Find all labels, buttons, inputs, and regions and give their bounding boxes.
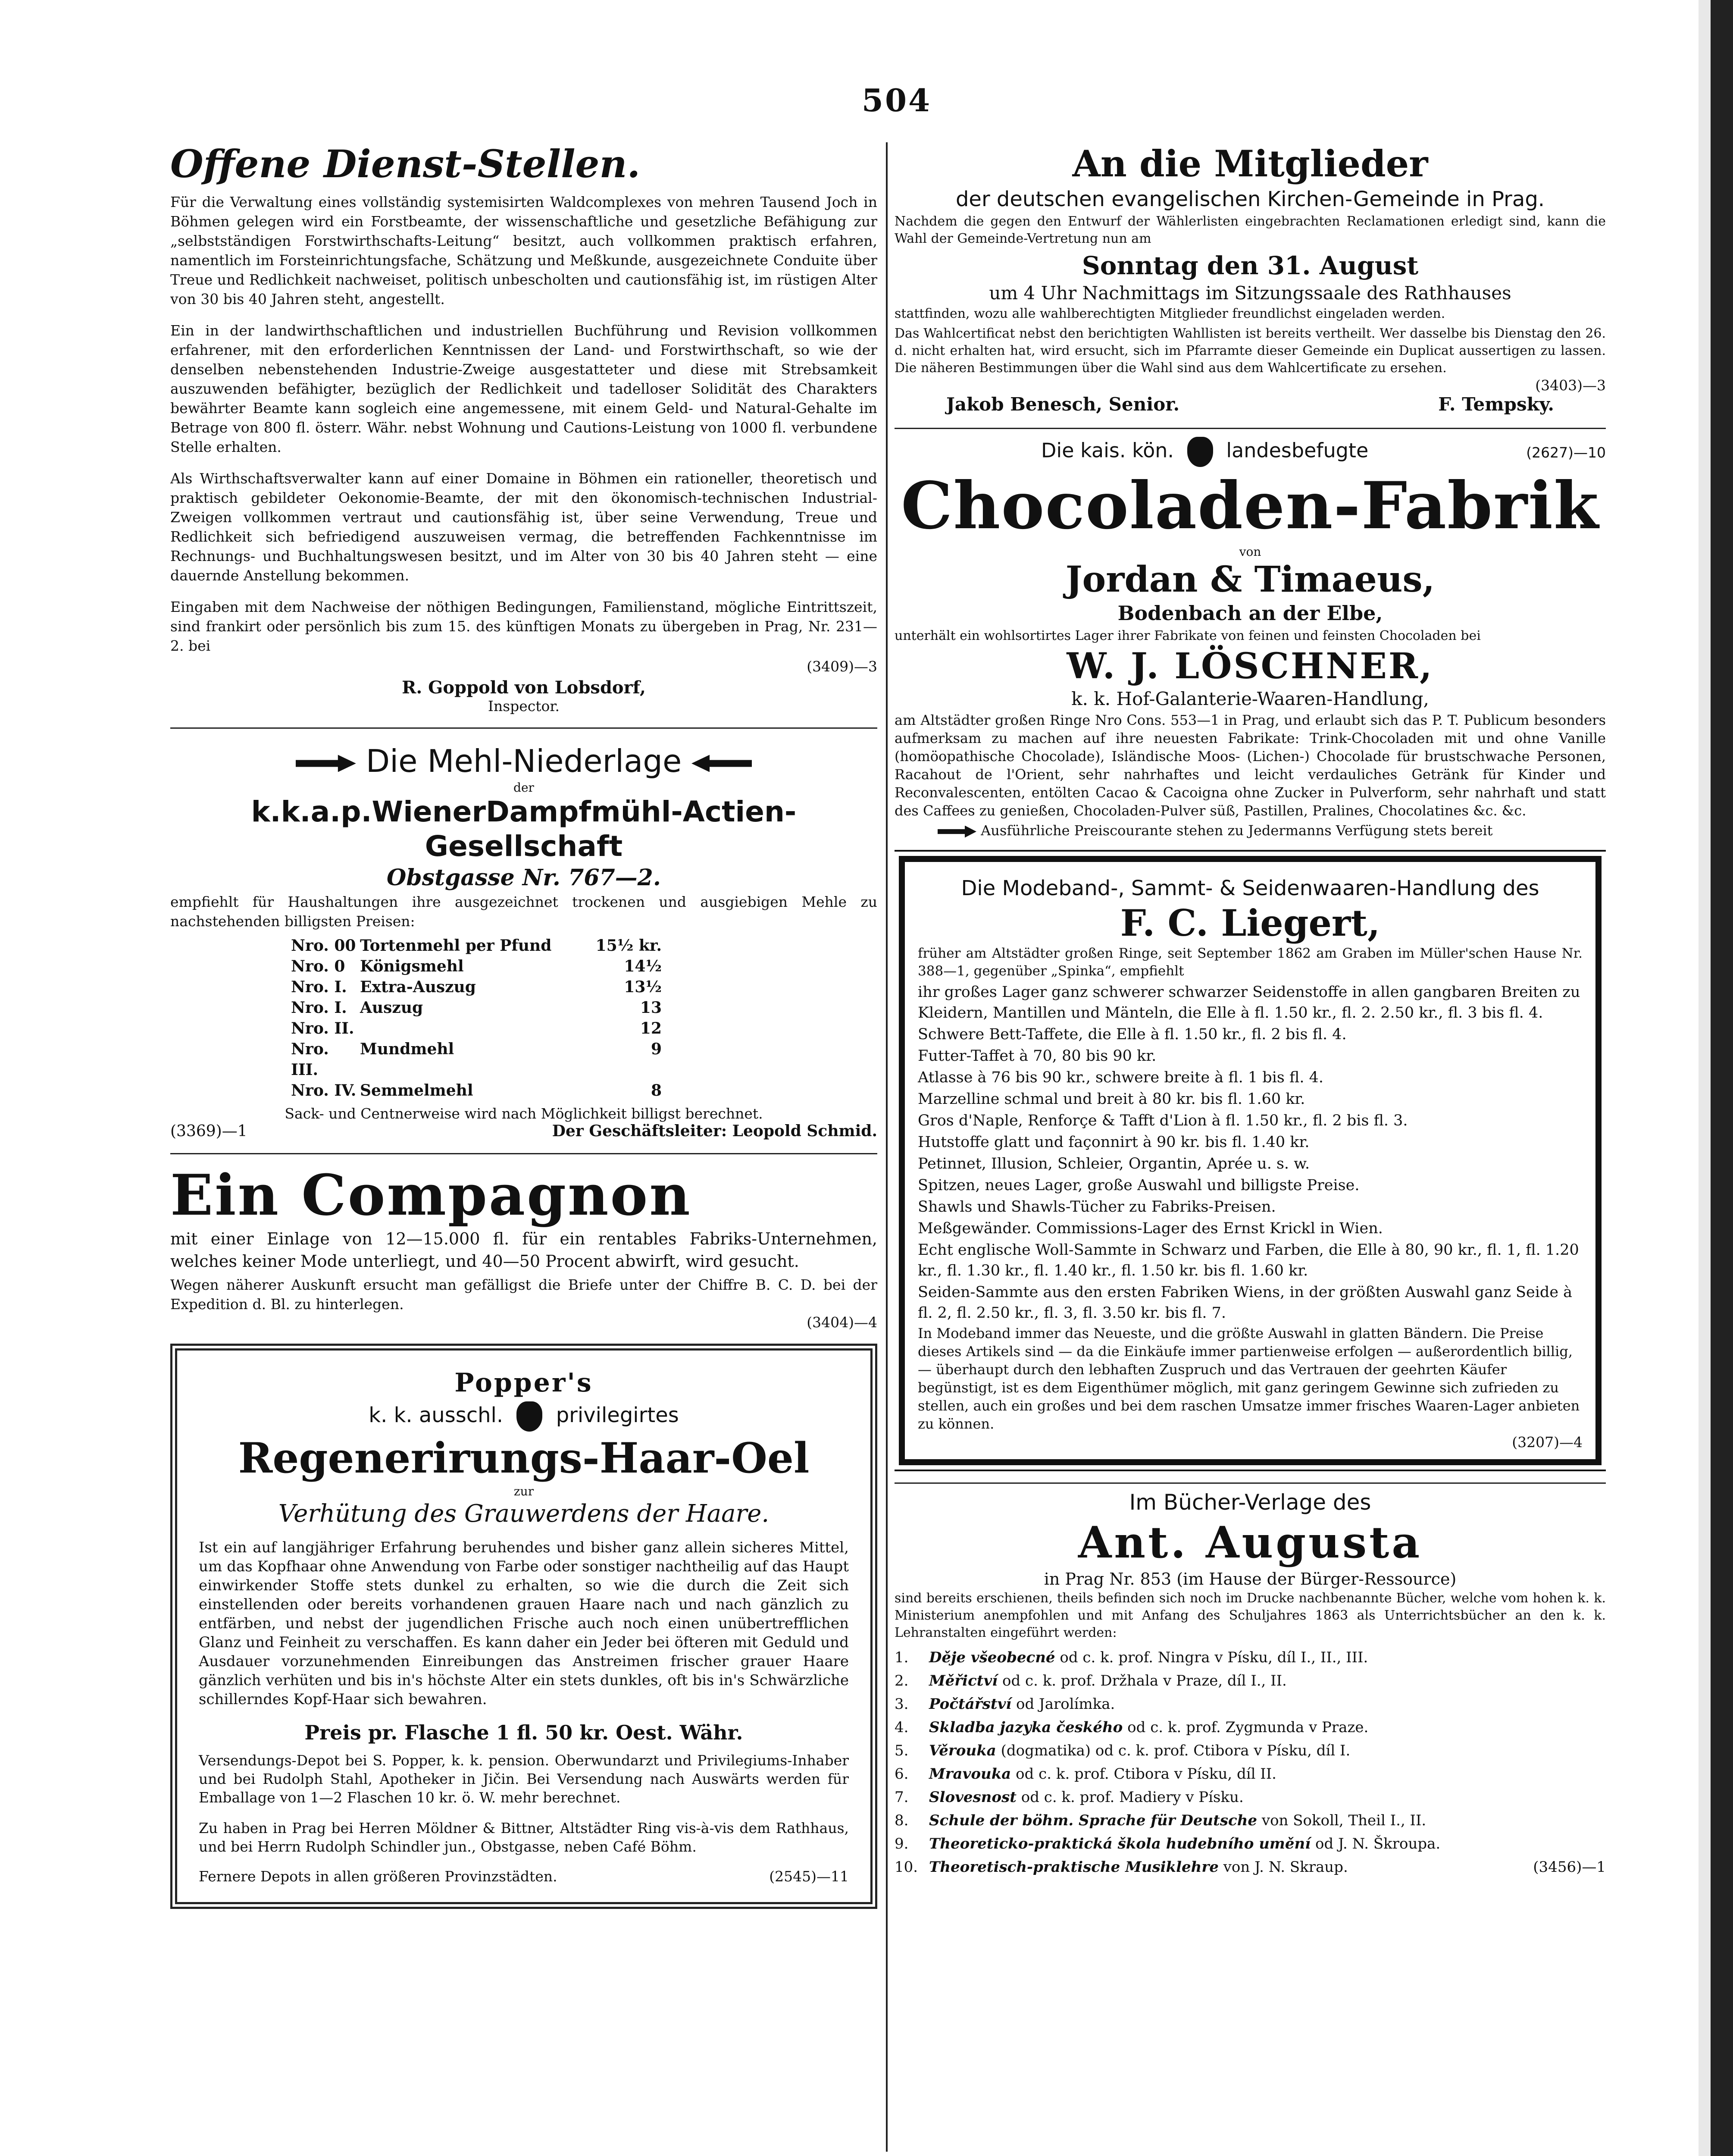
signer-title: Inspector.	[488, 698, 560, 714]
ad-reference: (2627)—10	[1526, 444, 1606, 461]
ad-paragraph: Für die Verwaltung eines vollständig systemisirten Waldcomplexes von mehren Tausend Joch in Böhmen gelegen wird ein Forstbeamte, der wissenschaftliche und gesetzliche Befähigung zur „selbstständigen Forstwirthschafts-Leitung“ besitzt, auch vollkommen praktisch erfahren, namentlich im Forsteinrichtungsfache, Schätzung und Meßkunde, ausgezeichnete Conduite über Treue und Redlichkeit nachweiset, politisch unbescholten und cautionsfähig ist, im rüstigen Alter von 30 bis 40 Jahren steht, angestellt.	[170, 194, 877, 307]
ad-title: Die Mehl-Niederlage	[366, 743, 682, 779]
left-column	[170, 142, 877, 1909]
ad-paragraph: Eingaben mit dem Nachweise der nöthigen Bedingungen, Familienstand, mögliche Eintrittszeit, sind frankirt oder persönlich bis zum 15. des künftigen Monats zu übergeben in Prag, Nr. 231—2. bei	[170, 599, 877, 654]
meeting-date: Sonntag den 31. August	[1082, 251, 1419, 280]
price-row: Nro. II. 12	[291, 1019, 662, 1037]
ad-title: Offene Dienst-Stellen.	[170, 142, 641, 186]
ad-title: An die Mitglieder	[1072, 142, 1428, 185]
ad-paragraph: mit einer Einlage von 12—15.000 fl. für ein rentables Fabriks-Unternehmen, welches keiner Mode unterliegt, und 40—50 Procent abwirft, wird gesucht.	[170, 1229, 877, 1271]
product-item: Atlasse à 76 bis 90 kr., schwere breite à fl. 1 bis fl. 4.	[918, 1069, 1323, 1086]
dealer-subtitle: k. k. Hof-Galanterie-Waaren-Handlung,	[1071, 688, 1429, 709]
divider	[170, 727, 877, 729]
product-price: Preis pr. Flasche 1 fl. 50 kr. Oest. Währ.	[304, 1721, 743, 1744]
right-column	[895, 142, 1606, 1892]
ad-note: Sack- und Centnerweise wird nach Möglichkeit billigst berechnet.	[285, 1105, 763, 1122]
page-edge-shadow	[1699, 0, 1711, 2156]
book-list	[895, 1646, 1606, 1879]
ad-paragraph: am Altstädter großen Ringe Nro Cons. 553—1 in Prag, und erlaubt sich das P. T. Publicum besonders aufmerksam zu machen auf ihre neuesten Fabrikate: Trink-Chocoladen mit und ohne Vanille (homöopathische Chocolade), Isländische Moos- (Lichen-) Chocolade für brustschwache Personen, Racahout de l'Orient, sehr nahrhaftes und leicht verdauliches Getränk für Kinder und Reconvalescenten, entölten Cacao & Cacoigna ohne Zucker in Pulverform, sehr nahrhaft und statt des Caffees zu genießen, Chocoladen-Pulver süß, Pastillen, Pralines, Chocolatines &c. &c.	[895, 712, 1606, 819]
column-divider	[886, 142, 888, 2152]
ad-title: Chocoladen-Fabrik	[901, 468, 1599, 544]
product-purpose: Verhütung des Grauwerdens der Haare.	[278, 1500, 770, 1528]
price-row: Nro. 0 Königsmehl 14½	[291, 957, 662, 975]
pointing-hand-icon	[296, 755, 356, 772]
product-list	[918, 982, 1583, 1433]
ad-footer-row	[199, 1868, 849, 1885]
ad-compagnon	[170, 1163, 877, 1331]
ad-header-row: Die kais. kön. landesbefugte (2627)—10	[895, 437, 1606, 467]
ad-paragraph: Ist ein auf langjähriger Erfahrung beruhendes und bisher ganz allein sicheres Mittel, um das Kopfhaar ohne Anwendung von Farbe oder sonstiger nachtheilig auf das Haupt einwirkender Stoffe stets dunkel zu erhalten, so wie die durch die Zeit sich einstellenden oder bereits vorhandenen grauen Haare nach und nach gänzlich zu entfärben, und nebst der jugendlichen Frische auch noch einen unübertrefflichen Glanz und Feinheit zu verschaffen. Es kann daher ein Jeder bei öfteren mit Geduld und Ausdauer vorzunehmenden Einreibungen das Anstreimen frischer grauer Haare gänzlich verhüten und bis in's höchste Alter ein stets dunkles, oft bis in's Schwärzliche schillerndes Kopf-Haar sich bewahren.	[199, 1539, 849, 1708]
ad-buecher-verlag	[895, 1488, 1606, 1879]
imperial-eagle-icon	[516, 1401, 542, 1432]
ad-footer-row	[170, 1122, 877, 1140]
book-item: 7. Slovesnost od c. k. prof. Madiery v Písku.	[895, 1789, 1244, 1806]
ad-manager: Der Geschäftsleiter: Leopold Schmid.	[552, 1122, 877, 1140]
ad-paragraph: Nachdem die gegen den Entwurf der Wählerlisten eingebrachten Reclamationen erledigt sind, kann die Wahl der Gemeinde-Vertretung nun am	[895, 214, 1606, 246]
ad-reference: (3409)—3	[807, 658, 877, 675]
price-list	[291, 935, 877, 1101]
firm-place: Bodenbach an der Elbe,	[1117, 602, 1383, 625]
product-name: Regenerirungs-Haar-Oel	[238, 1434, 810, 1482]
ad-popper-haar-oel	[170, 1344, 877, 1909]
product-item: Shawls und Shawls-Tücher zu Fabriks-Preisen.	[918, 1198, 1276, 1216]
product-item: Meßgewänder. Commissions-Lager des Ernst Krickl in Wien.	[918, 1220, 1383, 1237]
ad-paragraph: früher am Altstädter großen Ringe, seit September 1862 am Graben im Müller'schen Hause Nr. 388—1, gegenüber „Spinka“, empfiehlt	[918, 946, 1583, 979]
price-row: Nro. IV. Semmelmehl 8	[291, 1081, 662, 1100]
dealer-name: W. J. LÖSCHNER,	[1067, 646, 1434, 687]
meeting-time: um 4 Uhr Nachmittags im Sitzungssaale des Rathhauses	[989, 282, 1511, 304]
ad-reference: (3369)—1	[170, 1122, 247, 1140]
ad-title-row	[170, 742, 877, 780]
imperial-eagle-icon	[1187, 437, 1213, 467]
product-item: Spitzen, neues Lager, große Auswahl und billigste Preise.	[918, 1177, 1360, 1194]
divider	[895, 428, 1606, 429]
book-item: 5. Věrouka (dogmatika) od c. k. prof. Ctibora v Písku, díl I.	[895, 1742, 1351, 1759]
product-item: Marzelline schmal und breit à 80 kr. bis fl. 1.60 kr.	[918, 1091, 1305, 1108]
ad-pretitle: Im Bücher-Verlage des	[1129, 1490, 1371, 1515]
ad-paragraph: Als Wirthschaftsverwalter kann auf einer Domaine in Böhmen ein rationeller, theoretisch und praktisch gebildeter Oekonomie-Beamte, der mit den ökonomisch-technischen Industrial-Zweigen vollkommen vertraut und cautionsfähig ist, über seine Verwendung, Treue und Redlichkeit sich befriedigend auszuweisen vermag, die betreffenden Fachkenntnisse im Rechnungs- und Buchhaltungswesen besitzt, und im Alter von 30 bis 40 Jahren steht — eine dauernde Anstellung bekommen.	[170, 470, 877, 584]
product-item: ihr großes Lager ganz schwerer schwarzer Seidenstoffe in allen gangbaren Breiten zu Kleidern, Mantillen und Mänteln, die Elle à fl. 1.50 kr., fl. 2. 2.50 kr., fl. 3 bis fl. 4.	[918, 984, 1580, 1022]
ad-paragraph: Wegen näherer Auskunft ersucht man gefälligst die Briefe unter der Chiffre B. C. D. bei der Expedition d. Bl. zu hinterlegen.	[170, 1276, 877, 1313]
book-item: 3. Počtářství od Jarolímka.	[895, 1695, 1115, 1713]
price-row: Nro. 00 Tortenmehl per Pfund 15½ kr.	[291, 937, 662, 955]
firm-name: Jordan & Timaeus,	[1065, 559, 1435, 600]
price-row: Nro. I. Extra-Auszug 13½	[291, 978, 662, 996]
book-item: 10. Theoretisch-praktische Musiklehre von J. N. Skraup. (3456)—1	[895, 1855, 1606, 1879]
product-item: Gros d'Naple, Renforçe & Tafft d'Lion à fl. 1.50 kr., fl. 2 bis fl. 3.	[918, 1112, 1408, 1129]
ad-small-word: zur	[513, 1484, 534, 1498]
ad-paragraph: Das Wahlcertificat nebst den berichtigten Wahllisten ist bereits vertheilt. Wer dasselbe bis Dienstag den 26. d. nicht erhalten hat, wird ersucht, sich im Pfarramte dieser Gemeinde ein Duplicat aussertigen zu lassen. Die näheren Bestimmungen über die Wahl sind aus dem Wahlcertificate zu ersehen.	[895, 326, 1606, 376]
product-item: Echt englische Woll-Sammte in Schwarz und Farben, die Elle à 80, 90 kr., fl. 1, fl. 1.20 kr., fl. 1.30 kr., fl. 1.40 kr., fl. 1.50 kr. bis fl. 1.60 kr.	[918, 1241, 1579, 1279]
ad-reference: (3456)—1	[1533, 1858, 1606, 1876]
ad-paragraph: Ein in der landwirthschaftlichen und industriellen Buchführung und Revision vollkommen erfahrener, mit den erforderlichen Kenntnissen der Land- und Forstwirthschaft, so wie der denselben nebenstehenden Industrie-Zweige ausgestatteter und diese mit Strebsamkeit auszuwenden befähigter, bezüglich der Redlichkeit und tadelloser Solidität des Charakters bewährter Beamte kann sogleich eine angemessene, mit einem Geld- und Natural-Gehalte im Betrage von 800 fl. österr. Währ. nebst Wohnung und Cautions-Leistung von 1000 fl. verbundene Stelle erhalten.	[170, 322, 877, 455]
signer-name: R. Goppold von Lobsdorf,	[402, 677, 646, 698]
publisher-name: Ant. Augusta	[1078, 1517, 1423, 1568]
ad-reference: (3403)—3	[1535, 377, 1606, 394]
book-item: 8. Schule der böhm. Sprache für Deutsche von Sokoll, Theil I., II.	[895, 1812, 1426, 1829]
book-item: 2. Měřictví od c. k. prof. Držhala v Praze, díl I., II.	[895, 1672, 1287, 1689]
ad-paragraph: empfiehlt für Haushaltungen ihre ausgezeichnet trockenen und ausgiebigen Mehle zu nachstehenden billigsten Preisen:	[170, 893, 877, 930]
product-item: Seiden-Sammte aus den ersten Fabriken Wiens, in der größten Auswahl ganz Seide à fl. 2, fl. 2.50 kr., fl. 3, fl. 3.50 kr. bis fl. 7.	[918, 1284, 1573, 1322]
divider	[170, 1153, 877, 1154]
ad-chocoladen-fabrik	[895, 437, 1606, 839]
privileg-row: k. k. ausschl. privilegirtes	[199, 1398, 849, 1432]
company-address: Obstgasse Nr. 767—2.	[387, 865, 661, 891]
page-number: 504	[861, 82, 932, 119]
ad-reference: (3207)—4	[1512, 1434, 1583, 1451]
book-item: 4. Skladba jazyka českého od c. k. prof. Zygmunda v Praze.	[895, 1719, 1369, 1736]
ad-offene-dienst-stellen	[170, 142, 877, 714]
pointing-hand-icon	[938, 826, 976, 838]
ad-paragraph: stattfinden, wozu alle wahlberechtigten Mitglieder freundlichst eingeladen werden.	[895, 306, 1445, 321]
price-row: Nro. III. Mundmehl 9	[291, 1040, 662, 1079]
ad-title: Ein Compagnon	[170, 1162, 692, 1228]
ad-paragraph: unterhält ein wohlsortirtes Lager ihrer Fabrikate von feinen und feinsten Chocoladen bei	[895, 628, 1481, 643]
ad-reference: (3404)—4	[807, 1314, 877, 1331]
book-item: 1. Děje všeobecné od c. k. prof. Ningra v Písku, díl I., II., III.	[895, 1649, 1368, 1666]
book-item: 9. Theoreticko-praktická škola hudebního umění od J. N. Škroupa.	[895, 1835, 1441, 1852]
product-item: Petinnet, Illusion, Schleier, Organtin, Aprée u. s. w.	[918, 1155, 1310, 1172]
firm-name: F. C. Liegert,	[1120, 902, 1380, 944]
ad-title: Die Modeband-, Sammt- & Seidenwaaren-Handlung des	[961, 876, 1539, 900]
ad-small-word: der	[513, 780, 534, 795]
ad-note: Ausführliche Preiscourante stehen zu Jedermanns Verfügung stets bereit	[981, 822, 1493, 839]
ad-paragraph: Zu haben in Prag bei Herren Möldner & Bittner, Altstädter Ring vis-à-vis dem Rathhaus, und bei Herrn Rudolph Schindler jun., Obstgasse, neben Café Böhm.	[199, 1820, 849, 1855]
book-item: 6. Mravouka od c. k. prof. Ctibora v Písku, díl II.	[895, 1765, 1276, 1783]
publisher-address: in Prag Nr. 853 (im Hause der Bürger-Ressource)	[1044, 1570, 1457, 1589]
ad-modeband-handlung	[899, 856, 1602, 1465]
signer-name: F. Tempsky.	[1438, 394, 1554, 415]
pointing-hand-icon	[691, 755, 752, 772]
divider	[895, 1482, 1606, 1484]
product-item: Schwere Bett-Taffete, die Elle à fl. 1.50 kr., fl. 2 bis fl. 4.	[918, 1026, 1347, 1043]
product-item: Hutstoffe glatt und façonnirt à 90 kr. bis fl. 1.40 kr.	[918, 1134, 1310, 1151]
ad-small-word: von	[1239, 545, 1261, 559]
ad-paragraph: sind bereits erschienen, theils befinden sich noch im Drucke nachbenannte Bücher, welche vom hohen k. k. Ministerium anempfohlen und mit Anfang des Schuljahres 1863 als Unterrichtsbücher an den k. k. Lehranstalten eingeführt werden:	[895, 1591, 1606, 1640]
ad-subtitle: der deutschen evangelischen Kirchen-Gemeinde in Prag.	[955, 187, 1545, 211]
ad-reference: (2545)—11	[769, 1868, 849, 1885]
signature-row	[895, 394, 1606, 415]
page-edge	[1711, 0, 1733, 2156]
ad-paragraph: Fernere Depots in allen größeren Provinzstädten.	[199, 1868, 557, 1885]
product-item: Futter-Taffet à 70, 80 bis 90 kr.	[918, 1047, 1157, 1065]
product-item: In Modeband immer das Neueste, und die größte Auswahl in glatten Bändern. Die Preise dieses Artikels sind — da die Einkäufe immer partienweise erfolgen — außerordentlich billig, — überhaupt durch den lebhaften Zuspruch und das Vertrauen der geehrten Käufer begünstigt, ist es dem Eigenthümer möglich, mit ganz geringem Gewinne sich zufrieden zu stellen, auch ein großes und bei dem raschen Umsatze immer frisches Waaren-Lager anbieten zu können.	[918, 1325, 1580, 1432]
company-name: k.k.a.p.WienerDampfmühl-Actien-Gesellschaft	[251, 795, 797, 863]
ad-mitglieder	[895, 142, 1606, 415]
ad-paragraph: Versendungs-Depot bei S. Popper, k. k. pension. Oberwundarzt und Privilegiums-Inhaber und bei Rudolph Stahl, Apotheker in Jičin. Bei Versendung nach Auswärts werden für Emballage von 1—2 Flaschen 10 kr. ö. W. mehr berechnet.	[199, 1752, 849, 1806]
ad-mehl-niederlage	[170, 742, 877, 1140]
price-row: Nro. I. Auszug 13	[291, 999, 662, 1017]
ad-note-row	[895, 822, 1606, 839]
signer-name: Jakob Benesch, Senior.	[946, 394, 1180, 415]
ad-title: Popper's	[454, 1368, 593, 1398]
